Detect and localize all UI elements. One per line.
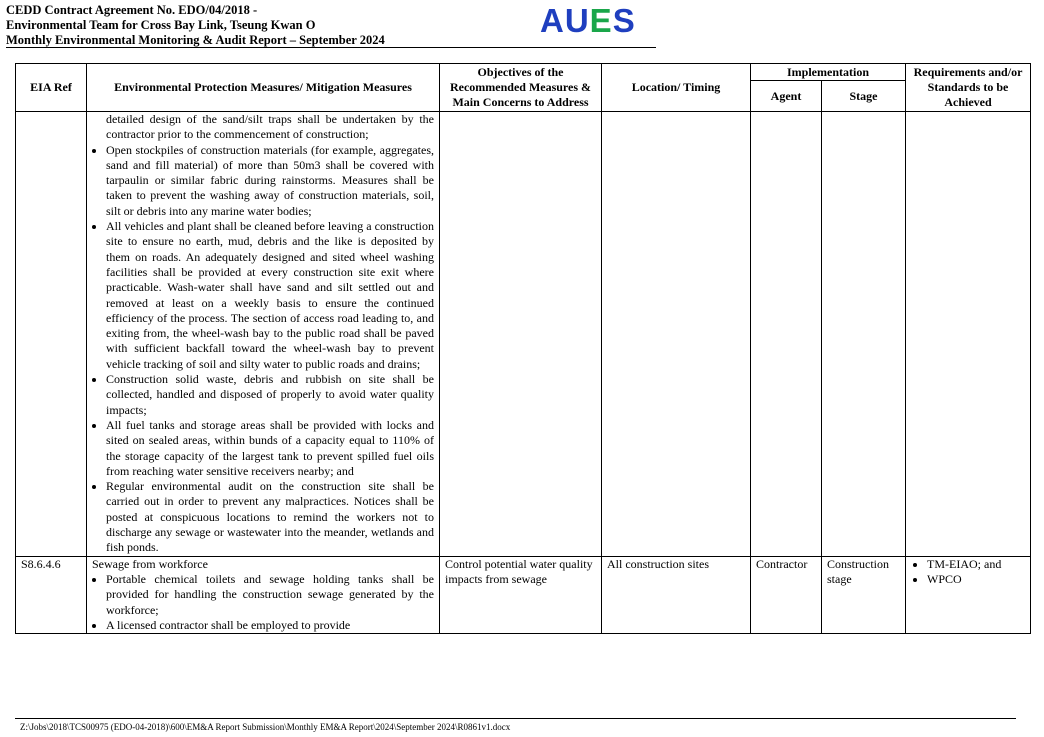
aues-logo bbox=[540, 0, 636, 42]
col-header-stage: Stage bbox=[822, 81, 906, 112]
objectives-cell bbox=[440, 112, 602, 557]
col-header-agent: Agent bbox=[751, 81, 822, 112]
objectives-cell: Control potential water quality impacts from sewage bbox=[440, 556, 602, 633]
list-item: • A licensed contractor shall be employed to provide bbox=[106, 618, 434, 633]
col-header-objectives: Objectives of the Recommended Measures & Main Concerns to Address bbox=[440, 64, 602, 112]
list-item: • Portable chemical toilets and sewage holding tanks shall be provided for handling the construction sewage generated by the workforce; bbox=[106, 572, 434, 618]
table-header-row bbox=[16, 64, 1031, 81]
stage-cell bbox=[822, 112, 906, 557]
list-item: • WPCO bbox=[927, 572, 1025, 587]
project-line: Environmental Team for Cross Bay Link, Tseung Kwan O bbox=[6, 18, 316, 32]
list-item: • All fuel tanks and storage areas shall be provided with locks and sited on sealed areas, within bunds of a capacity equal to 110% of the storage capacity of the largest tank to prevent spilled fuel oils from reaching water sensitive receivers nearby; and bbox=[106, 418, 434, 479]
measures-cell bbox=[87, 556, 440, 633]
table-row bbox=[16, 112, 1031, 557]
mitigation-measures-table bbox=[15, 63, 1031, 634]
logo-part-s: S bbox=[612, 2, 636, 39]
agent-cell bbox=[751, 112, 822, 557]
col-header-requirements: Requirements and/or Standards to be Achieved bbox=[906, 64, 1031, 112]
header-rule bbox=[6, 47, 656, 48]
list-item: • Construction solid waste, debris and rubbish on site shall be collected, handled and disposed of properly to avoid water quality impacts; bbox=[106, 372, 434, 418]
measures-list bbox=[92, 572, 434, 633]
location-cell bbox=[602, 112, 751, 557]
measures-cell bbox=[87, 112, 440, 557]
footer-rule bbox=[15, 718, 1016, 719]
requirements-list bbox=[911, 557, 1025, 588]
logo-part-au: AU bbox=[540, 2, 590, 39]
requirements-cell bbox=[906, 556, 1031, 633]
measures-list bbox=[92, 143, 434, 556]
list-item: • TM-EIAO; and bbox=[927, 557, 1025, 572]
report-header bbox=[6, 3, 385, 48]
measure-lead: Sewage from workforce bbox=[92, 556, 208, 571]
col-header-implementation: Implementation bbox=[751, 64, 906, 81]
eia-ref-cell: S8.6.4.6 bbox=[16, 556, 87, 633]
report-title-line: Monthly Environmental Monitoring & Audit Report – September 2024 bbox=[6, 33, 385, 47]
requirements-cell bbox=[906, 112, 1031, 557]
list-item: • Open stockpiles of construction materials (for example, aggregates, sand and fill material) of more than 50m3 shall be covered with tarpaulin or similar fabric during rainstorms. Measures shall be taken to prevent the washing away of construction materials, soil, silt or debris into any marine water bodies; bbox=[106, 143, 434, 219]
eia-ref-cell bbox=[16, 112, 87, 557]
contract-line: CEDD Contract Agreement No. EDO/04/2018 - bbox=[6, 3, 258, 17]
list-item: • Regular environmental audit on the construction site shall be carried out in order to prevent any malpractices. Notices shall be posted at conspicuous locations to remind the workers not to discharge any sewage or wastewater into the meander, wetlands and fish ponds. bbox=[106, 479, 434, 555]
agent-cell: Contractor bbox=[751, 556, 822, 633]
col-header-eia-ref: EIA Ref bbox=[16, 64, 87, 112]
col-header-location: Location/ Timing bbox=[602, 64, 751, 112]
footer-file-path: Z:\Jobs\2018\TCS00975 (EDO-04-2018)\600\EM&A Report Submission\Monthly EM&A Report\2024\September 2024\R0861v1.docx bbox=[20, 722, 511, 732]
stage-cell: Construction stage bbox=[822, 556, 906, 633]
col-header-measures: Environmental Protection Measures/ Mitigation Measures bbox=[87, 64, 440, 112]
location-cell: All construction sites bbox=[602, 556, 751, 633]
list-item: • All vehicles and plant shall be cleaned before leaving a construction site to ensure no earth, mud, debris and the like is deposited by them on roads. An adequately designed and sited wheel washing facilities shall be provided at every construction site exit where practicable. Wash-water shall have sand and silt settled out and removed at least on a weekly basis to ensure the continued efficiency of the process. The section of access road leading to, and exiting from, the wheel-wash bay to the public road shall be paved with sufficient backfall toward the wheel-wash bay to prevent vehicle tracking of soil and silty water to public roads and drains; bbox=[106, 219, 434, 372]
measure-continuation: detailed design of the sand/silt traps shall be undertaken by the contractor prior to the commencement of construction; bbox=[106, 112, 434, 142]
table-row bbox=[16, 556, 1031, 633]
logo-part-e: E bbox=[589, 2, 613, 39]
